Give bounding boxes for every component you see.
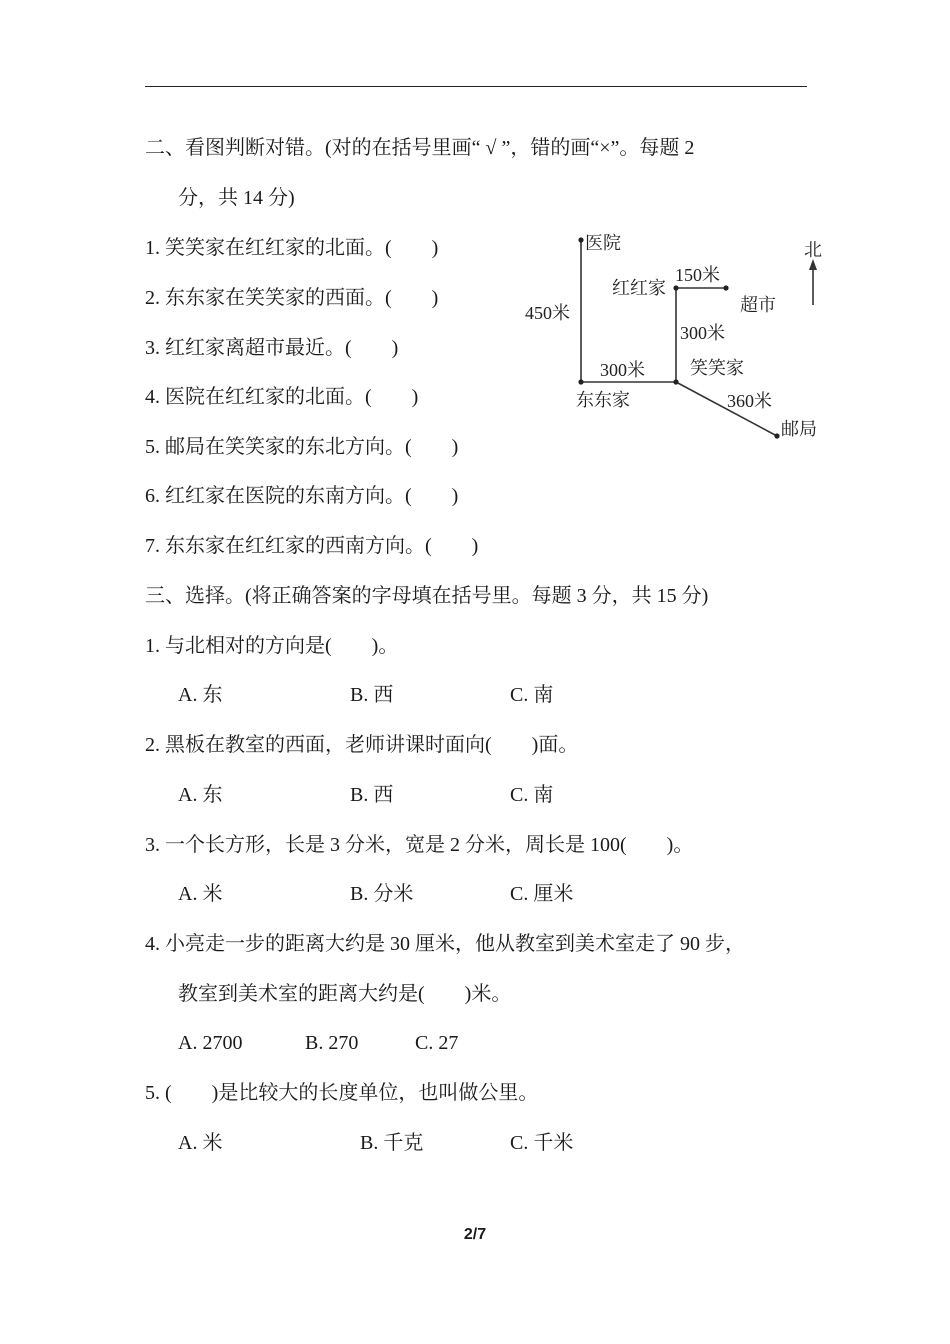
dot-hospital bbox=[578, 237, 583, 242]
section2-heading-cont: 分，共 14 分) bbox=[178, 187, 295, 209]
label-supermarket: 超市 bbox=[740, 295, 776, 315]
choice-q1-option-a: A. 东 bbox=[178, 684, 223, 706]
choice-q5-option-a: A. 米 bbox=[178, 1132, 223, 1154]
choice-q3-option-c: C. 厘米 bbox=[510, 883, 574, 905]
label-hospital: 医院 bbox=[585, 233, 621, 253]
label-dongdong: 东东家 bbox=[576, 390, 630, 410]
choice-q3-stem: 3. 一个长方形，长是 3 分米，宽是 2 分米，周长是 100( )。 bbox=[145, 834, 694, 856]
judge-item-7: 7. 东东家在红红家的西南方向。( ) bbox=[145, 535, 479, 557]
choice-q2-stem: 2. 黑板在教室的西面，老师讲课时面向( )面。 bbox=[145, 734, 579, 756]
label-post-office: 邮局 bbox=[781, 419, 817, 439]
label-xiaoxiao: 笑笑家 bbox=[690, 358, 744, 378]
judge-item-2: 2. 东东家在笑笑家的西面。( ) bbox=[145, 287, 439, 309]
label-distance-300-horizontal: 300米 bbox=[600, 360, 645, 380]
label-honghong: 红红家 bbox=[612, 278, 666, 298]
choice-q3-option-a: A. 米 bbox=[178, 883, 223, 905]
label-distance-360: 360米 bbox=[727, 391, 772, 411]
dot-post-office bbox=[774, 433, 779, 438]
choice-q2-option-b: B. 西 bbox=[350, 784, 394, 806]
choice-q1-option-c: C. 南 bbox=[510, 684, 554, 706]
judge-item-5: 5. 邮局在笑笑家的东北方向。( ) bbox=[145, 436, 459, 458]
dot-supermarket bbox=[723, 285, 728, 290]
section3-heading: 三、选择。(将正确答案的字母填在括号里。每题 3 分，共 15 分) bbox=[145, 585, 709, 607]
label-distance-300-vertical: 300米 bbox=[680, 323, 725, 343]
north-arrow-head bbox=[809, 259, 817, 270]
judge-item-4: 4. 医院在红红家的北面。( ) bbox=[145, 386, 419, 408]
choice-q3-option-b: B. 分米 bbox=[350, 883, 414, 905]
choice-q4-option-c: C. 27 bbox=[415, 1032, 459, 1054]
choice-q2-option-c: C. 南 bbox=[510, 784, 554, 806]
label-north: 北 bbox=[804, 240, 822, 260]
judge-item-1: 1. 笑笑家在红红家的北面。( ) bbox=[145, 237, 439, 259]
page-number: 2/7 bbox=[463, 1226, 487, 1243]
choice-q2-option-a: A. 东 bbox=[178, 784, 223, 806]
choice-q4-option-b: B. 270 bbox=[305, 1032, 359, 1054]
choice-q5-option-c: C. 千米 bbox=[510, 1132, 574, 1154]
judge-item-6: 6. 红红家在医院的东南方向。( ) bbox=[145, 485, 459, 507]
choice-q5-stem: 5. ( )是比较大的长度单位，也叫做公里。 bbox=[145, 1082, 539, 1104]
dot-honghong bbox=[673, 285, 678, 290]
choice-q4-stem-cont: 教室到美术室的距离大约是( )米。 bbox=[178, 983, 512, 1005]
choice-q5-option-b: B. 千克 bbox=[360, 1132, 424, 1154]
choice-q1-stem: 1. 与北相对的方向是( )。 bbox=[145, 635, 399, 657]
dot-xiaoxiao bbox=[673, 379, 678, 384]
section2-heading: 二、看图判断对错。(对的在括号里画“ √ ”，错的画“×”。每题 2 bbox=[145, 137, 695, 159]
dot-dongdong bbox=[578, 379, 583, 384]
route-map bbox=[0, 0, 950, 460]
label-distance-450: 450米 bbox=[525, 303, 570, 323]
choice-q4-option-a: A. 2700 bbox=[178, 1032, 243, 1054]
choice-q1-option-b: B. 西 bbox=[350, 684, 394, 706]
label-distance-150: 150米 bbox=[675, 265, 720, 285]
choice-q4-stem: 4. 小亮走一步的距离大约是 30 厘米，他从教室到美术室走了 90 步， bbox=[145, 933, 745, 955]
judge-item-3: 3. 红红家离超市最近。( ) bbox=[145, 337, 399, 359]
